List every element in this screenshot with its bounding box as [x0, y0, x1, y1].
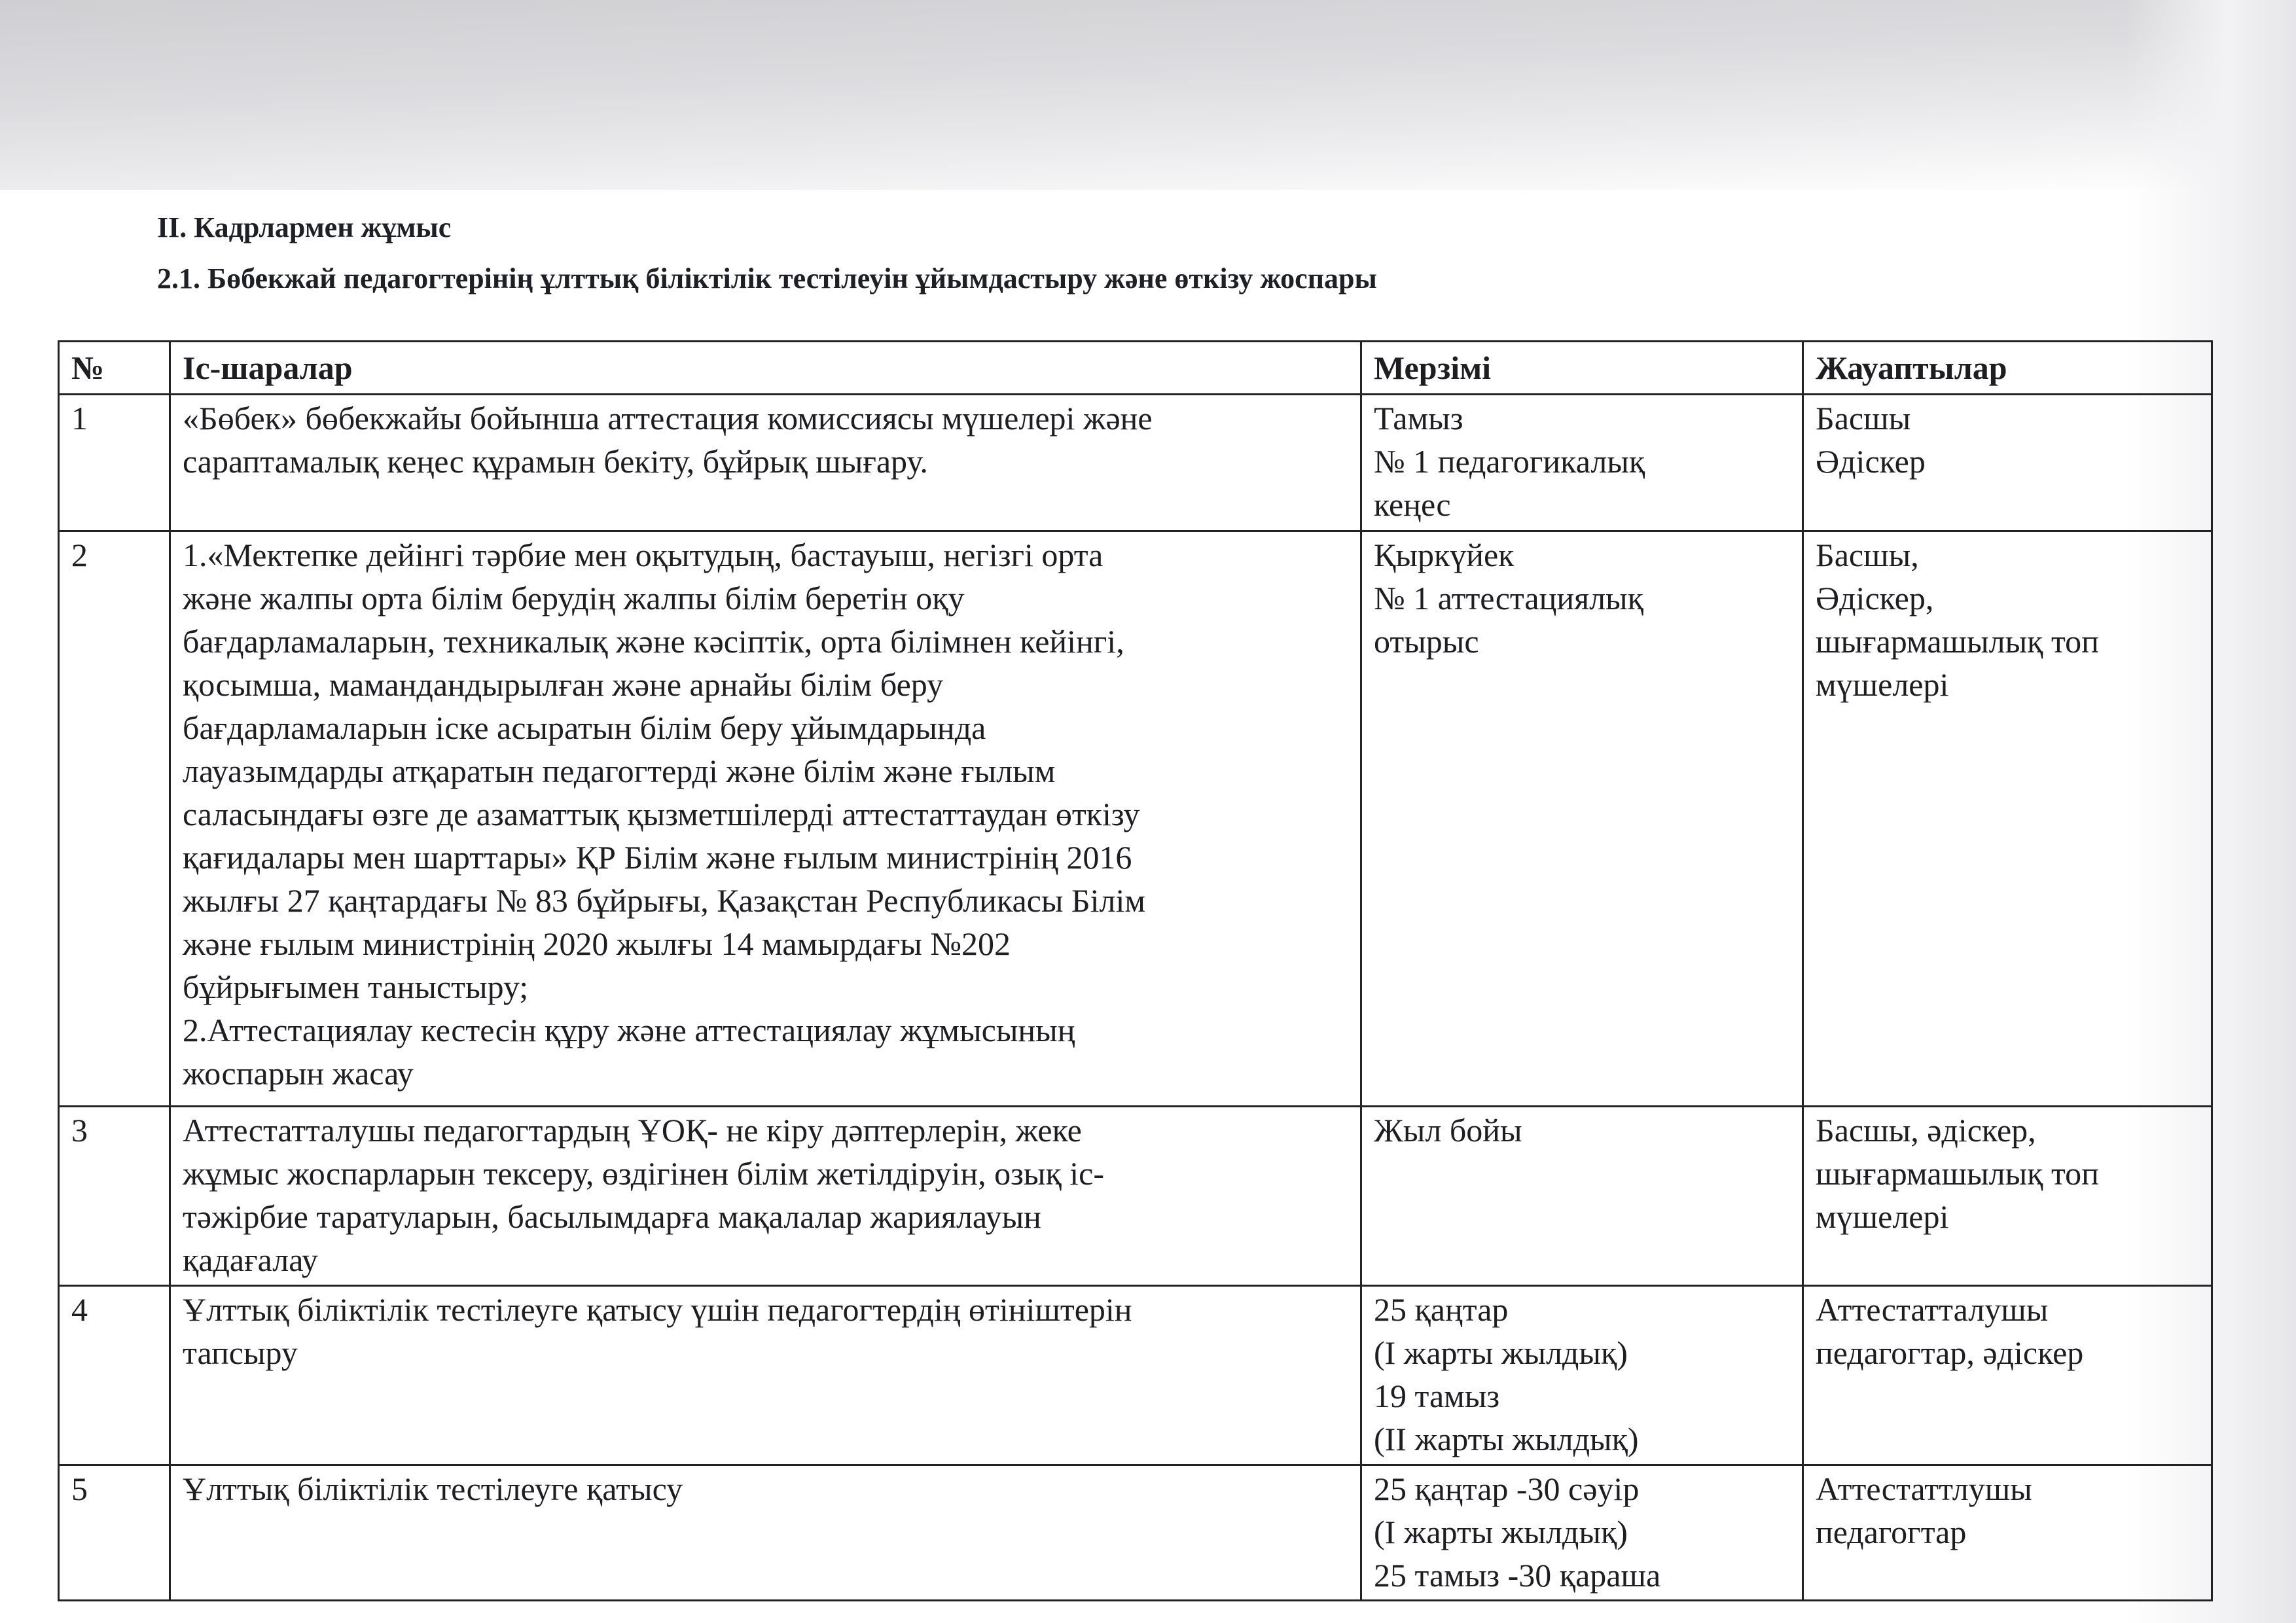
plan-table — [58, 340, 2213, 1601]
table-row — [59, 395, 2212, 531]
row-deadline-line: (І жарты жылдық) — [1374, 1334, 1628, 1371]
row-deadline-line: 19 тамыз — [1374, 1378, 1500, 1414]
table-row — [59, 1107, 2212, 1286]
row-deadline-line: 25 тамыз -30 қараша — [1374, 1557, 1661, 1594]
row-event-line: «Бөбек» бөбекжайы бойынша аттестация комиссиясы мүшелері және — [183, 400, 1153, 437]
header-responsible: Жауаптылар — [1803, 342, 2212, 395]
row-deadline-cell — [1361, 1465, 1803, 1601]
row-deadline-cell — [1361, 1107, 1803, 1286]
scan-shadow — [0, 0, 2296, 190]
row-event-line: тәжірбие таратуларын, басылымдарға мақалалар жариялауын — [183, 1198, 1041, 1235]
row-number-cell: 4 — [59, 1286, 170, 1465]
row-deadline-cell — [1361, 531, 1803, 1107]
row-deadline-cell — [1361, 395, 1803, 531]
header-number: № — [59, 342, 170, 395]
row-event-line: және жалпы орта білім берудің жалпы білім беретін оқу — [183, 580, 965, 616]
row-event-line: Ұлттық біліктілік тестілеуге қатысу үшін педагогтердің өтініштерін — [183, 1291, 1132, 1328]
row-event-line: және ғылым министрінің 2020 жылғы 14 мамырдағы №202 — [183, 925, 1011, 962]
plan-title: 2.1. Бөбекжай педагогтерінің ұлттық біліктілік тестілеуін ұйымдастыру және өткізу жоспары — [157, 262, 1377, 294]
row-responsible-line: Басшы — [1816, 400, 1911, 437]
row-number-cell: 5 — [59, 1465, 170, 1601]
row-event-cell — [170, 531, 1361, 1107]
row-deadline-line: Жыл бойы — [1374, 1112, 1522, 1149]
row-deadline-line: № 1 аттестациялық — [1374, 580, 1643, 616]
row-event-line: тапсыру — [183, 1334, 298, 1371]
row-responsible-line: шығармашылық топ — [1816, 623, 2099, 660]
row-event-line: қосымша, мамандандырылған және арнайы білім беру — [183, 666, 944, 703]
row-responsible-cell — [1803, 1107, 2212, 1286]
row-deadline-line: кеңес — [1374, 486, 1451, 523]
row-responsible-line: Әдіскер — [1816, 443, 1926, 480]
plan-table-body — [59, 395, 2212, 1601]
row-event-line: лауазымдарды атқаратын педагогтерді және білім және ғылым — [183, 753, 1056, 789]
row-event-cell — [170, 1465, 1361, 1601]
header-deadline: Мерзімі — [1361, 342, 1803, 395]
row-responsible-line: педагогтар, әдіскер — [1816, 1334, 2084, 1371]
row-number-cell: 3 — [59, 1107, 170, 1286]
row-responsible-line: шығармашылық топ — [1816, 1155, 2099, 1192]
row-deadline-line: (І жарты жылдық) — [1374, 1514, 1628, 1550]
row-responsible-cell — [1803, 1286, 2212, 1465]
row-deadline-cell — [1361, 1286, 1803, 1465]
row-event-line: Ұлттық біліктілік тестілеуге қатысу — [183, 1471, 683, 1507]
row-event-cell — [170, 1286, 1361, 1465]
row-deadline-line: (ІІ жарты жылдық) — [1374, 1421, 1639, 1457]
row-responsible-line: Аттестаттлушы — [1816, 1471, 2032, 1507]
table-row — [59, 1286, 2212, 1465]
row-deadline-line: 25 қаңтар — [1374, 1291, 1509, 1328]
row-event-line: 1.«Мектепке дейінгі тәрбие мен оқытудың, бастауыш, негізгі орта — [183, 537, 1103, 573]
table-header-row — [59, 342, 2212, 395]
header-events: Іс-шаралар — [170, 342, 1361, 395]
row-responsible-line: Аттестатталушы — [1816, 1291, 2049, 1328]
row-responsible-cell — [1803, 395, 2212, 531]
row-responsible-line: педагогтар — [1816, 1514, 1967, 1550]
row-event-line: саласындағы өзге де азаматтық қызметшілерді аттестаттаудан өткізу — [183, 796, 1140, 832]
row-event-line: қадағалау — [183, 1241, 318, 1278]
row-deadline-line: отырыс — [1374, 623, 1479, 660]
row-event-line: бағдарламаларын іске асыратын білім беру ұйымдарында — [183, 709, 986, 746]
row-responsible-cell — [1803, 531, 2212, 1107]
row-responsible-line: мүшелері — [1816, 666, 1949, 703]
table-row — [59, 531, 2212, 1107]
row-event-line: қағидалары мен шарттары» ҚР Білім және ғылым министрінің 2016 — [183, 839, 1132, 876]
row-number-cell: 2 — [59, 531, 170, 1107]
row-event-line: 2.Аттестациялау кестесін құру және аттестациялау жұмысының — [183, 1012, 1075, 1048]
section-title: II. Кадрлармен жұмыс — [157, 211, 452, 243]
row-event-line: сараптамалық кеңес құрамын бекіту, бұйрық шығару. — [183, 443, 928, 480]
row-event-line: Аттестатталушы педагогтардың ҰОҚ- не кіру дәптерлерін, жеке — [183, 1112, 1082, 1149]
row-deadline-line: Тамыз — [1374, 400, 1463, 437]
row-event-line: бағдарламаларын, техникалық және кәсіптік, орта білімнен кейінгі, — [183, 623, 1124, 660]
row-responsible-line: Әдіскер, — [1816, 580, 1934, 616]
row-responsible-line: Басшы, — [1816, 537, 1919, 573]
row-event-line: жұмыс жоспарларын тексеру, өздігінен білім жетілдіруін, озық іс- — [183, 1155, 1104, 1192]
row-deadline-line: 25 қаңтар -30 сәуір — [1374, 1471, 1640, 1507]
row-event-cell — [170, 395, 1361, 531]
row-deadline-line: Қыркүйек — [1374, 537, 1515, 573]
row-event-line: жылғы 27 қаңтардағы № 83 бұйрығы, Қазақстан Республикасы Білім — [183, 882, 1146, 919]
row-event-line: жоспарын жасау — [183, 1055, 414, 1092]
table-row — [59, 1465, 2212, 1601]
row-event-line: бұйрығымен таныстыру; — [183, 969, 529, 1005]
row-event-cell — [170, 1107, 1361, 1286]
row-responsible-cell — [1803, 1465, 2212, 1601]
row-number-cell: 1 — [59, 395, 170, 531]
row-responsible-line: мүшелері — [1816, 1198, 1949, 1235]
row-responsible-line: Басшы, әдіскер, — [1816, 1112, 2036, 1149]
row-deadline-line: № 1 педагогикалық — [1374, 443, 1645, 480]
